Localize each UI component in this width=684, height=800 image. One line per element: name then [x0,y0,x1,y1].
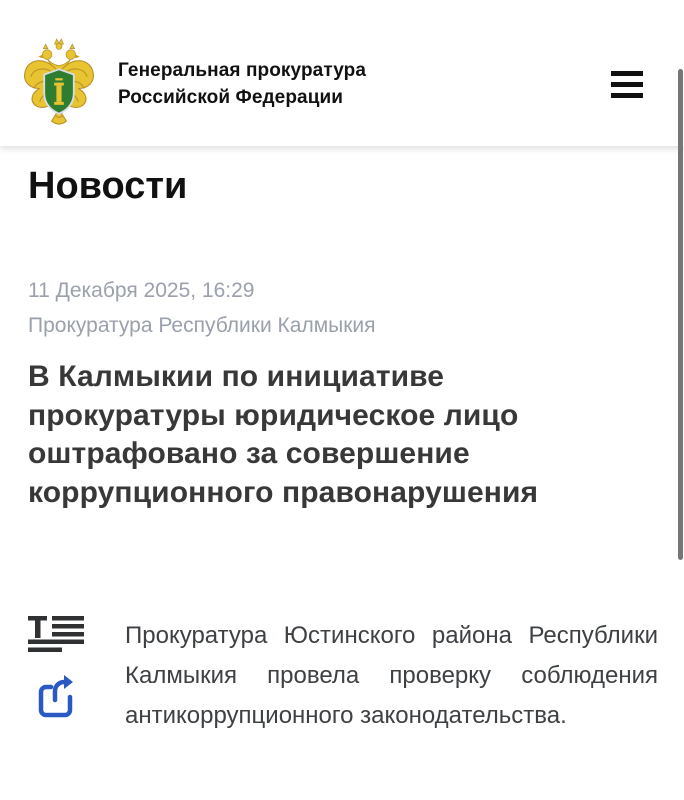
org-title [118,57,366,111]
share-icon [38,674,73,718]
scrollbar-thumb[interactable] [678,69,683,560]
text-size-icon [28,616,84,652]
page-title: Новости [28,165,188,207]
article-body: Прокуратура Юстинского района Республики Калмыкия провела проверку соблюдения антикоррупционного законодательства. [125,622,658,729]
article-content-row [28,616,658,736]
share-button[interactable] [38,674,84,718]
article-source: Прокуратура Республики Калмыкия [28,314,376,337]
hamburger-menu-icon [611,71,643,76]
org-title-line1: Генеральная прокуратура [118,60,367,81]
article-date: 11 Декабря 2025, 16:29 [28,279,255,302]
news-article-page [0,166,684,736]
article-headline: В Калмыкии по инициативе прокуратуры юридическое лицо оштрафовано за совершение коррупционного правонарушения [28,360,539,509]
org-title-line2: Российской Федерации [118,87,344,108]
text-size-button[interactable] [28,616,84,652]
hamburger-menu-button[interactable] [611,71,643,98]
prosecutor-emblem-icon [22,36,96,130]
article-toolbar [28,616,84,718]
site-header [0,0,684,146]
